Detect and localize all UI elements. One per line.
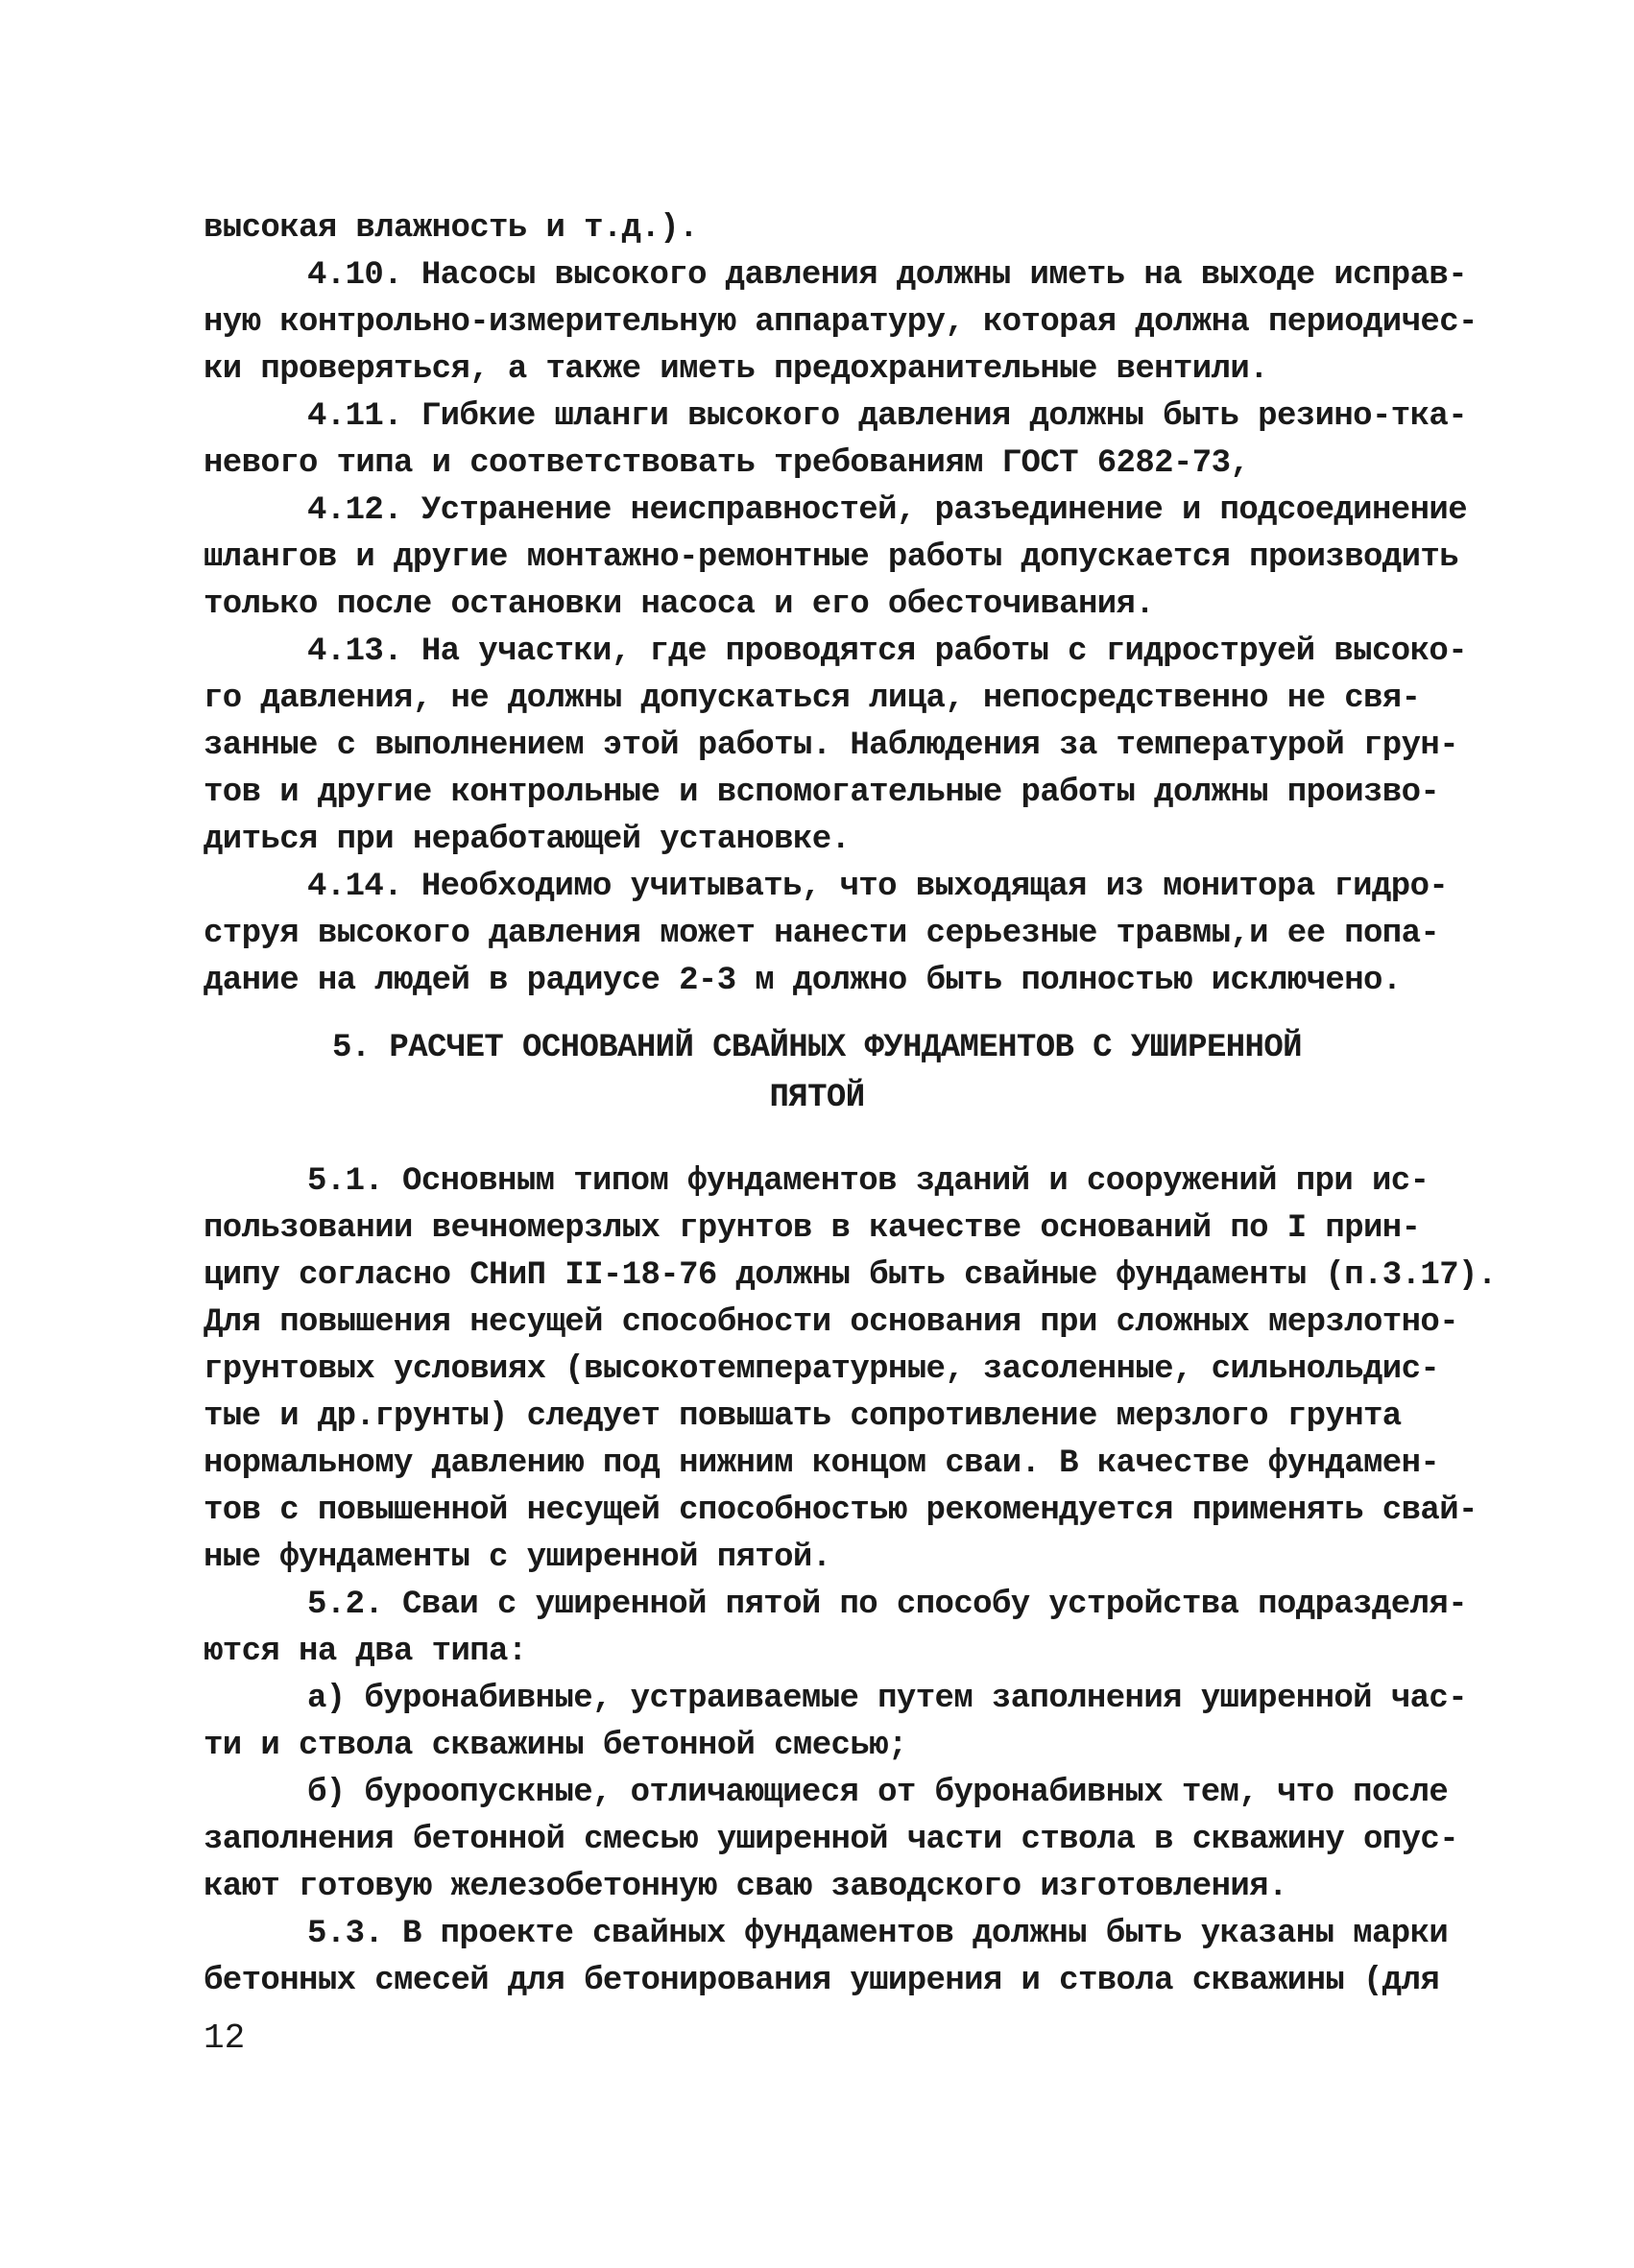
text-line: б) буроопускные, отличающиеся от буронабивных тем, что после: [307, 1775, 1449, 1811]
text-line: кают готовую железобетонную сваю заводского изготовления.: [204, 1869, 1287, 1905]
text-line: бетонных смесей для бетонирования уширения и ствола скважины (для: [204, 1963, 1440, 1999]
text-line: тов и другие контрольные и вспомогательные работы должны произво-: [204, 775, 1440, 811]
text-line: а) буронабивные, устраиваемые путем заполнения уширенной час-: [307, 1681, 1468, 1717]
text-line: ки проверяться, а также иметь предохранительные вентили.: [204, 351, 1268, 388]
text-line: 4.12. Устранение неисправностей, разъединение и подсоединение: [307, 492, 1468, 529]
text-line: ются на два типа:: [204, 1634, 527, 1670]
text-line: 5.3. В проекте свайных фундаментов должны быть указаны марки: [307, 1916, 1449, 1952]
text-line: 4.14. Необходимо учитывать, что выходящая из монитора гидро-: [307, 869, 1449, 905]
text-line: ную контрольно-измерительную аппаратуру, которая должна периодичес-: [204, 304, 1478, 341]
text-line: заполнения бетонной смесью уширенной части ствола в скважину опус-: [204, 1822, 1459, 1858]
text-line: только после остановки насоса и его обесточивания.: [204, 586, 1155, 623]
text-line: го давления, не должны допускаться лица, непосредственно не свя-: [204, 680, 1421, 717]
text-line: грунтовых условиях (высокотемпературные, засоленные, сильнольдис-: [204, 1351, 1440, 1388]
text-line: нормальному давлению под нижним концом сваи. В качестве фундамен-: [204, 1445, 1440, 1482]
text-line: 4.11. Гибкие шланги высокого давления должны быть резино-тка-: [307, 398, 1468, 435]
text-line: высокая влажность и т.д.).: [204, 210, 698, 247]
page-number: 12: [204, 2018, 246, 2058]
text-line: шлангов и другие монтажно-ремонтные работы допускается производить: [204, 539, 1459, 576]
text-line: дание на людей в радиусе 2-3 м должно быть полностью исключено.: [204, 963, 1402, 999]
text-line: ти и ствола скважины бетонной смесью;: [204, 1728, 907, 1764]
text-line: 5.2. Сваи с уширенной пятой по способу устройства подразделя-: [307, 1587, 1468, 1623]
text-line: тые и др.грунты) следует повышать сопротивление мерзлого грунта: [204, 1398, 1402, 1435]
text-line: 5.1. Основным типом фундаментов зданий и сооружений при ис-: [307, 1163, 1430, 1200]
text-line: 4.13. На участки, где проводятся работы с гидроструей высоко-: [307, 633, 1468, 670]
text-line: струя высокого давления может нанести серьезные травмы,и ее попа-: [204, 916, 1440, 952]
text-line: ные фундаменты с уширенной пятой.: [204, 1540, 831, 1576]
text-line: пользовании вечномерзлых грунтов в качестве оснований по I прин-: [204, 1210, 1421, 1247]
text-line: тов с повышенной несущей способностью рекомендуется применять свай-: [204, 1492, 1478, 1529]
text-line: Для повышения несущей способности основания при сложных мерзлотно-: [204, 1304, 1459, 1341]
text-line: невого типа и соответствовать требованиям ГОСТ 6282-73,: [204, 445, 1250, 482]
text-line: диться при неработающей установке.: [204, 822, 851, 858]
section-heading-continuation: ПЯТОЙ: [769, 1080, 865, 1116]
section-heading: 5. РАСЧЕТ ОСНОВАНИЙ СВАЙНЫХ ФУНДАМЕНТОВ С УШИРЕННОЙ: [332, 1030, 1302, 1066]
text-line: занные с выполнением этой работы. Наблюдения за температурой грун-: [204, 728, 1459, 764]
text-line: 4.10. Насосы высокого давления должны иметь на выходе исправ-: [307, 257, 1468, 294]
text-line: ципу согласно СНиП II-18-76 должны быть свайные фундаменты (п.3.17).: [204, 1257, 1497, 1294]
